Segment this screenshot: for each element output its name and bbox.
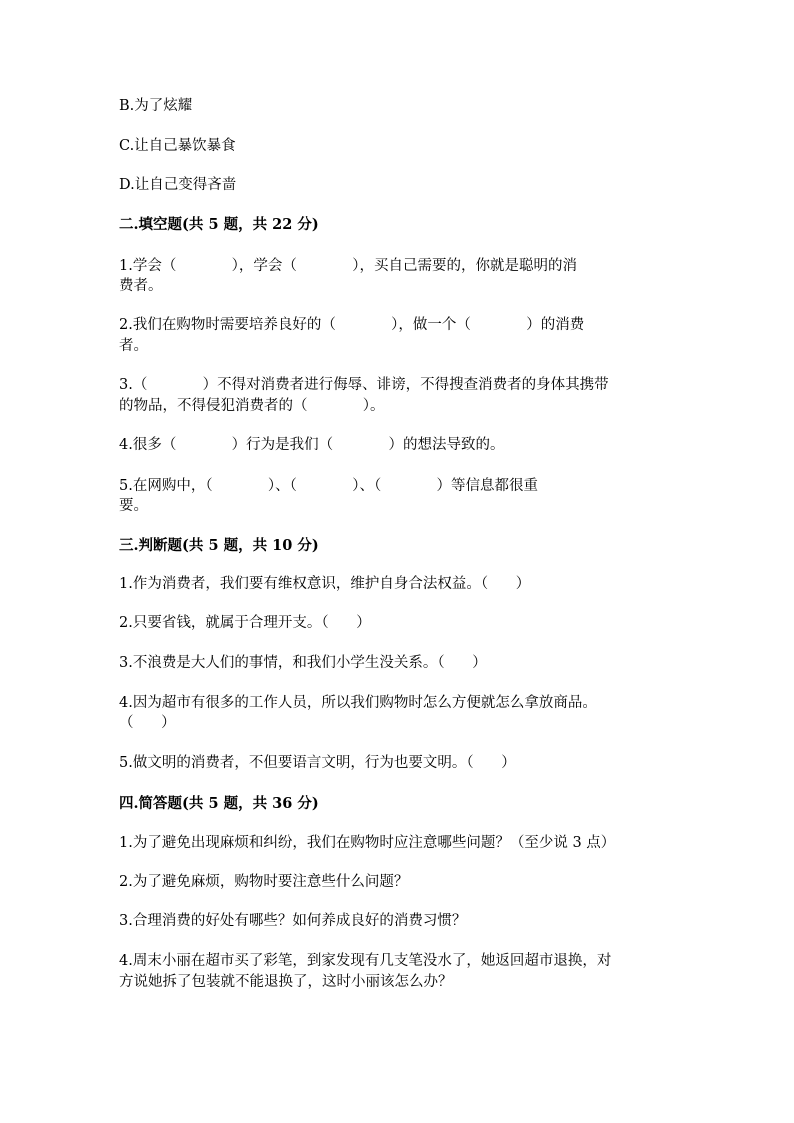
fill-question-2-line1: 2.我们在购物时需要培养良好的（ ），做一个（ ）的消费 — [119, 317, 585, 333]
section2-title: 二.填空题(共 5 题，共 22 分) — [119, 216, 319, 233]
section3-title: 三.判断题(共 5 题，共 10 分) — [119, 537, 319, 554]
choice-b: B.为了炫耀 — [119, 98, 193, 114]
judge-question-4-line1: 4.因为超市有很多的工作人员，所以我们购物时怎么方便就怎么拿放商品。 — [119, 695, 597, 711]
short-answer-question-1: 1.为了避免出现麻烦和纠纷，我们在购物时应注意哪些问题？（至少说 3 点） — [119, 835, 616, 851]
short-answer-question-3: 3.合理消费的好处有哪些？如何养成良好的消费习惯？ — [119, 913, 467, 929]
judge-question-1: 1.作为消费者，我们要有维权意识，维护自身合法权益。（ ） — [119, 576, 531, 592]
choice-d: D.让自己变得吝啬 — [119, 177, 237, 193]
short-answer-question-2: 2.为了避免麻烦，购物时要注意些什么问题？ — [119, 874, 409, 890]
judge-question-2: 2.只要省钱，就属于合理开支。（ ） — [119, 615, 371, 631]
fill-question-5-line1: 5.在网购中，（ ）、（ ）、（ ）等信息都很重 — [119, 478, 539, 494]
judge-question-3: 3.不浪费是大人们的事情，和我们小学生没关系。（ ） — [119, 655, 487, 671]
fill-question-1-line1: 1.学会（ ），学会（ ），买自己需要的，你就是聪明的消 — [119, 258, 577, 274]
fill-question-5-line2: 要。 — [119, 498, 148, 514]
fill-question-1-line2: 费者。 — [119, 278, 163, 294]
fill-question-2-line2: 者。 — [119, 338, 148, 354]
judge-question-5: 5.做文明的消费者，不但要语言文明，行为也要文明。（ ） — [119, 755, 516, 771]
fill-question-3-line2: 的物品，不得侵犯消费者的（ ）。 — [119, 398, 385, 414]
judge-question-4-line2: （ ） — [119, 715, 176, 731]
short-answer-question-4-line2: 方说她拆了包装就不能退换了，这时小丽该怎么办？ — [119, 974, 453, 990]
choice-c: C.让自己暴饮暴食 — [119, 138, 236, 154]
section4-title: 四.简答题(共 5 题，共 36 分) — [119, 795, 319, 812]
fill-question-4: 4.很多（ ）行为是我们（ ）的想法导致的。 — [119, 437, 505, 453]
short-answer-question-4-line1: 4.周末小丽在超市买了彩笔，到家发现有几支笔没水了，她返回超市退换，对 — [119, 953, 612, 969]
fill-question-3-line1: 3.（ ）不得对消费者进行侮辱、诽谤，不得搜查消费者的身体其携带 — [119, 377, 609, 393]
